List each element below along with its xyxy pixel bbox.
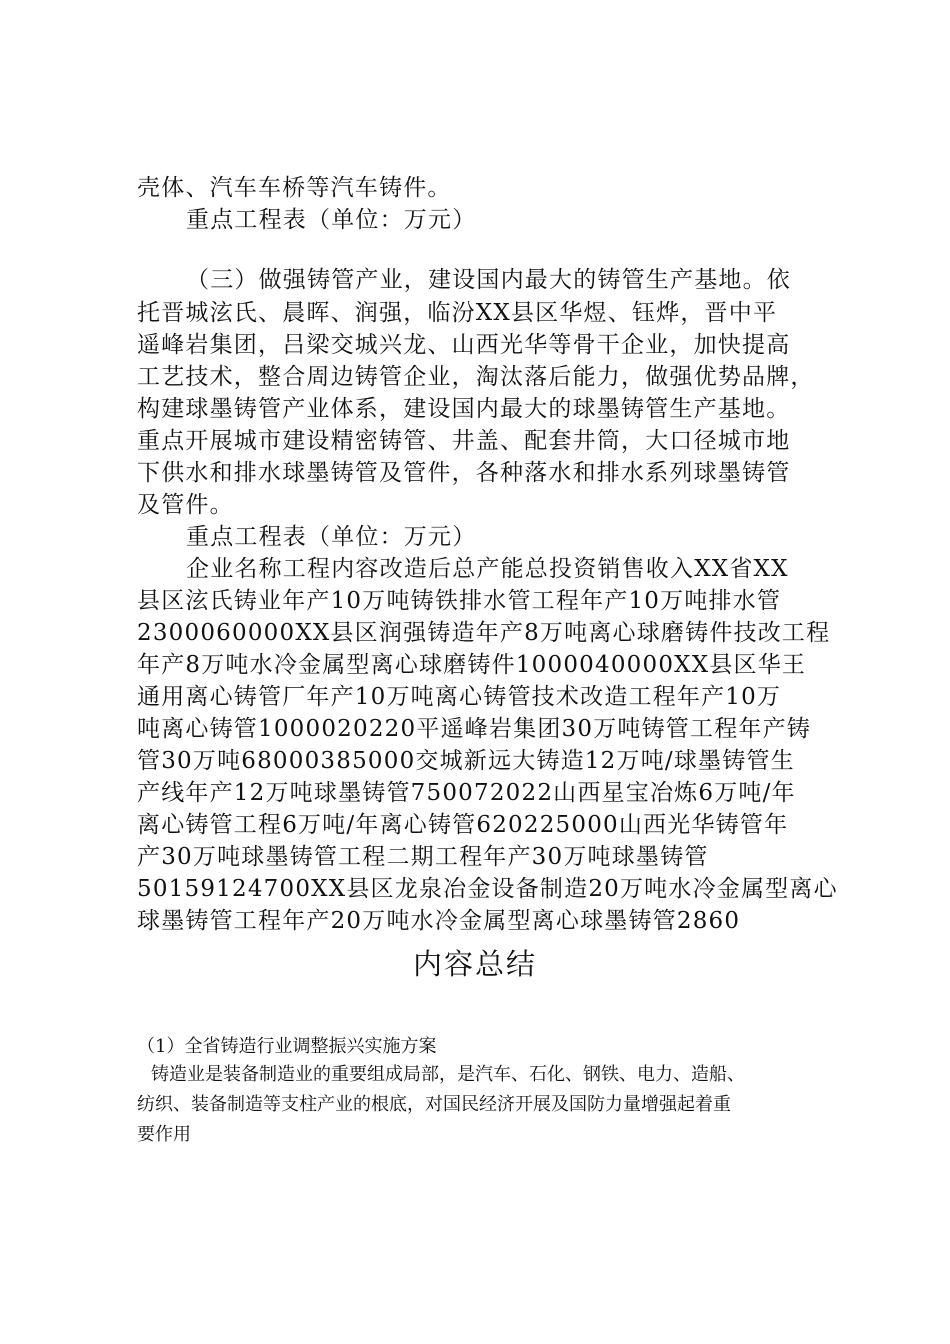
body-line: 下供水和排水球墨铸管及管件，各种落水和排水系列球墨铸管 — [137, 460, 791, 486]
body-line: 构建球墨铸管产业体系，建设国内最大的球墨铸管生产基地。 — [137, 396, 791, 422]
summary-item-title: （1）全省铸造行业调整振兴实施方案 — [137, 1036, 437, 1057]
summary-title: 内容总结 — [412, 947, 537, 981]
body-line: 壳体、汽车车桥等汽车铸件。 — [137, 175, 452, 201]
body-line: 工艺技术，整合周边铸管企业，淘汰落后能力，做强优势品牌， — [137, 364, 815, 390]
table-text-line: 产线年产12万吨球墨铸管750072022山西星宝冶炼6万吨/年 — [137, 780, 796, 806]
table-text-line: 管30万吨68000385000交城新远大铸造12万吨/球墨铸管生 — [137, 748, 795, 774]
summary-body-line: 纺织、装备制造等支柱产业的根底，对国民经济开展及国防力量增强起着重 — [137, 1094, 731, 1115]
table-text-line: 通用离心铸管厂年产10万吨离心铸管技术改造工程年产10万 — [137, 684, 782, 710]
table-text-line: 县区泫氏铸业年产10万吨铸铁排水管工程年产10万吨排水管 — [137, 588, 782, 614]
table-caption: 重点工程表（单位：万元） — [186, 207, 477, 233]
body-line: 重点开展城市建设精密铸管、井盖、配套井筒，大口径城市地 — [137, 428, 791, 454]
table-text-line: 2300060000XX县区润强铸造年产8万吨离心球磨铸件技改工程 — [137, 620, 831, 646]
body-line: 及管件。 — [137, 492, 234, 518]
table-text-line: 年产8万吨水冷金属型离心球磨铸件1000040000XX县区华王 — [137, 652, 807, 678]
body-line: 遥峰岩集团，吕梁交城兴龙、山西光华等骨干企业，加快提高 — [137, 332, 791, 358]
table-text-line: 企业名称工程内容改造后总产能总投资销售收入XX省XX — [186, 556, 789, 582]
section-heading-line: （三）做强铸管产业，建设国内最大的铸管生产基地。依 — [186, 267, 791, 293]
summary-body-line: 要作用 — [137, 1124, 191, 1145]
table-text-line: 球墨铸管工程年产20万吨水冷金属型离心球墨铸管2860 — [137, 908, 741, 934]
summary-body-line: 铸造业是装备制造业的重要组成局部，是汽车、石化、钢铁、电力、造船、 — [151, 1064, 745, 1085]
table-text-line: 产30万吨球墨铸管工程二期工程年产30万吨球墨铸管 — [137, 844, 709, 870]
table-text-line: 50159124700XX县区龙泉冶金设备制造20万吨水冷金属型离心 — [137, 876, 838, 902]
table-text-line: 吨离心铸管1000020220平遥峰岩集团30万吨铸管工程年产铸 — [137, 716, 811, 742]
table-text-line: 离心铸管工程6万吨/年离心铸管620225000山西光华铸管年 — [137, 812, 789, 838]
table-caption: 重点工程表（单位：万元） — [186, 524, 477, 550]
body-line: 托晋城泫氏、晨晖、润强，临汾XX县区华煜、钰烨，晋中平 — [137, 300, 778, 326]
